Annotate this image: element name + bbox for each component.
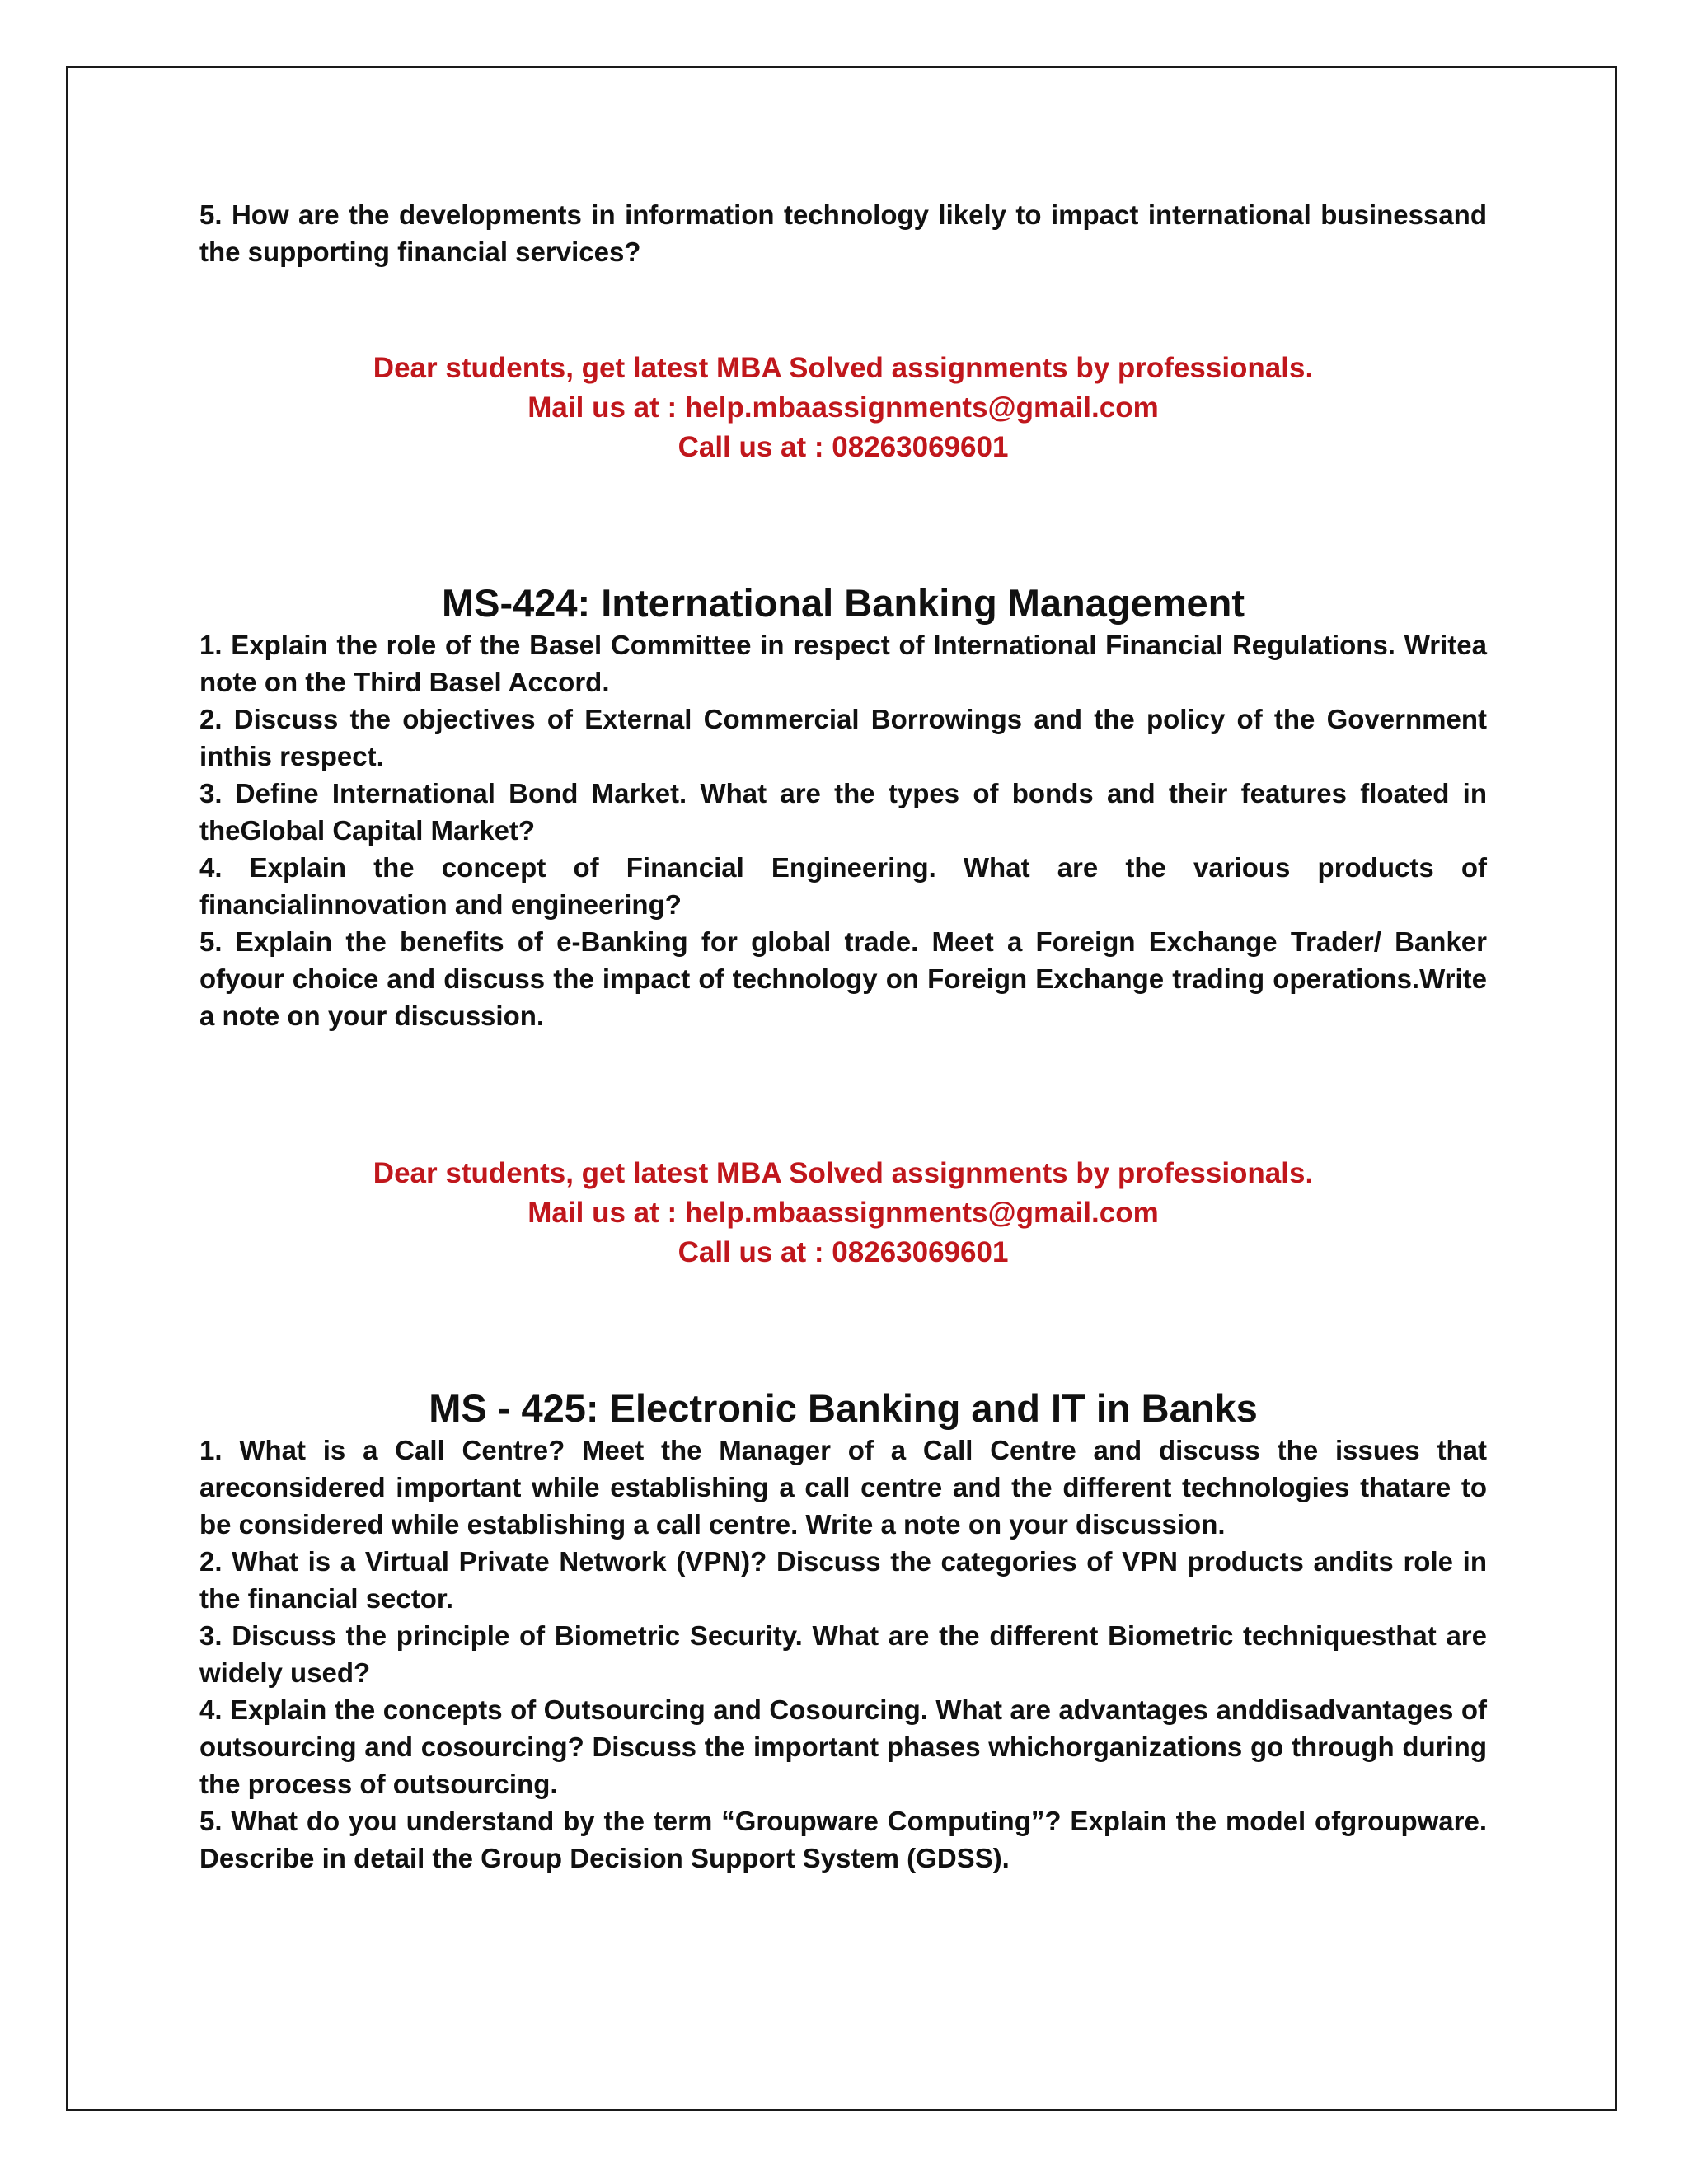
ms425-question-4: 4. Explain the concepts of Outsourcing and Cosourcing. What are advantages anddisadvantages of outsourcing and cosourcing? Discuss the important phases whichorganizations go through during the process of outsourcing. — [199, 1694, 1487, 1799]
ms425-question-2: 2. What is a Virtual Private Network (VPN)? Discuss the categories of VPN products andits role in the financial sector. — [199, 1546, 1487, 1614]
ms425-heading: MS - 425: Electronic Banking and IT in Banks — [429, 1386, 1258, 1430]
promo-phone[interactable]: Call us at : 08263069601 — [678, 431, 1009, 463]
ms425-question-1: 1. What is a Call Centre? Meet the Manager of a Call Centre and discuss the issues that areconsidered important while establishing a call centre and the different technologies thatare to be considered while establishing a call centre. Write a note on your discussion. — [199, 1435, 1487, 1540]
ms424-section — [199, 580, 1487, 1034]
ms425-question-5: 5. What do you understand by the term “Groupware Computing”? Explain the model ofgroupware. Describe in detail the Group Decision Support System (GDSS). — [199, 1806, 1487, 1873]
ms424-question-1: 1. Explain the role of the Basel Committee in respect of International Financial Regulations. Writea note on the Third Basel Accord. — [199, 630, 1487, 697]
ms425-question-3: 3. Discuss the principle of Biometric Security. What are the different Biometric techniquesthat are widely used? — [199, 1620, 1487, 1688]
promo-line-1: Dear students, get latest MBA Solved assignments by professionals. — [373, 1157, 1314, 1189]
promo-email[interactable]: Mail us at : help.mbaassignments@gmail.com — [528, 391, 1159, 424]
ms424-question-5: 5. Explain the benefits of e-Banking for global trade. Meet a Foreign Exchange Trader/ Banker ofyour choice and discuss the impact of technology on Foreign Exchange trading operations.Write a note on your discussion. — [199, 926, 1487, 1031]
intro-section — [199, 196, 1487, 270]
promo-block-2 — [199, 1154, 1487, 1272]
intro-question-5: 5. How are the developments in information technology likely to impact international businessand the supporting financial services? — [199, 199, 1487, 267]
ms424-heading: MS-424: International Banking Management — [441, 581, 1245, 625]
promo-block-1 — [199, 349, 1487, 467]
promo-email[interactable]: Mail us at : help.mbaassignments@gmail.com — [528, 1197, 1159, 1229]
ms424-question-2: 2. Discuss the objectives of External Commercial Borrowings and the policy of the Government inthis respect. — [199, 704, 1487, 771]
ms425-section — [199, 1385, 1487, 1877]
promo-line-1: Dear students, get latest MBA Solved assignments by professionals. — [373, 352, 1314, 384]
promo-phone[interactable]: Call us at : 08263069601 — [678, 1236, 1009, 1268]
ms424-question-4: 4. Explain the concept of Financial Engineering. What are the various products of financialinnovation and engineering? — [199, 852, 1487, 920]
ms424-question-3: 3. Define International Bond Market. What are the types of bonds and their features floated in theGlobal Capital Market? — [199, 778, 1487, 846]
